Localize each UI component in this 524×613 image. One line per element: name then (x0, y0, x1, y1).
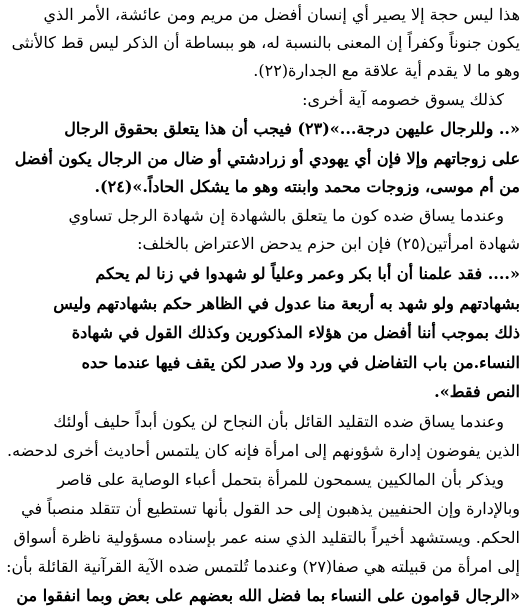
quote-line: «الرجال قوامون على النساء بما فضل الله بعضهم على بعض وبما انفقوا من (16, 586, 520, 605)
text-line: الحكم. ويستشهد أخيراً بالتقليد الذي سنه عمر بإسناده مسؤولية ناظرة أسواق (13, 528, 520, 547)
text-line: شهادة امرأتين(٢٥) فإن ابن حزم يدحض الاعتراض بالخلف: (137, 234, 520, 253)
quote-line: «.... فقد علمنا أن أبا بكر وعمر وعلياً لو شهدوا في زنا لم يحكم (95, 264, 520, 283)
text-line: هذا ليس حجة إلا يصير أي إنسان أفضل من مريم ومن عائشة، الأمر الذي (43, 5, 520, 24)
text-line: ويذكر بأن المالكيين يسمحون للمرأة بتحمل أعباء الوصاية على قاصر (57, 470, 504, 489)
quote-line: على زوجاتهم وإلا فإن أي يهودي أو زرادشتي أو ضال من الرجال يكون أفضل (14, 149, 520, 168)
text-line: وبالإدارة وإن الحنفيين يذهبون إلى حد القول بأنها تستطيع أن تتقلد منصباً في (21, 499, 520, 518)
text-line: وعندما يساق ضده كون ما يتعلق بالشهادة إن شهادة الرجل تساوي (68, 206, 504, 225)
text-line: وهو ما لا يقدم أية علاقة مع الجدارة(٢٢). (253, 61, 520, 80)
quote-line: النص فقط». (434, 382, 520, 401)
quote-line: النساء.من باب التفاضل في ورد ولا صدر لكن يقف فيها عندما حده (81, 353, 520, 372)
text-line: الذين يفوضون إدارة شؤونهم إلى امرأة فإنه كان يلتمس أحاديث أخرى لدحضه. (7, 441, 520, 460)
quote-line: بشهادتهم ولو شهد به أربعة منا عدول في الظاهر حكم بشهادتهم وليس (53, 294, 520, 313)
text-line: يكون جنوناً وكفراً إن المعنى بالنسبة له، هو ببساطة أن الذكر ليس قط كالأنثى (11, 33, 520, 52)
quote-line: ذلك بموجب أننا أفضل من هؤلاء المذكورين وكذلك القول في شهادة (71, 323, 520, 342)
text-line: وعندما يساق ضده التقليد القائل بأن النجاح لن يكون أبداً حليف أولئك (53, 412, 504, 431)
quote-line: من أم موسى، وزوجات محمد وابنته وهو ما يشكل الحاداً.»(٢٤). (94, 177, 520, 196)
text-line: إلى امرأة من قبيلته هي صفا(٢٧) وعندما تُلتمس ضده الآية القرآنية القائلة بأن: (6, 557, 520, 576)
quote-line: «.. وللرجال عليهن درجة...»(٢٣) فيجب أن هذا يتعلق بحقوق الرجال (64, 119, 520, 138)
text-line: كذلك يسوق خصومه آية أخرى: (302, 90, 504, 109)
